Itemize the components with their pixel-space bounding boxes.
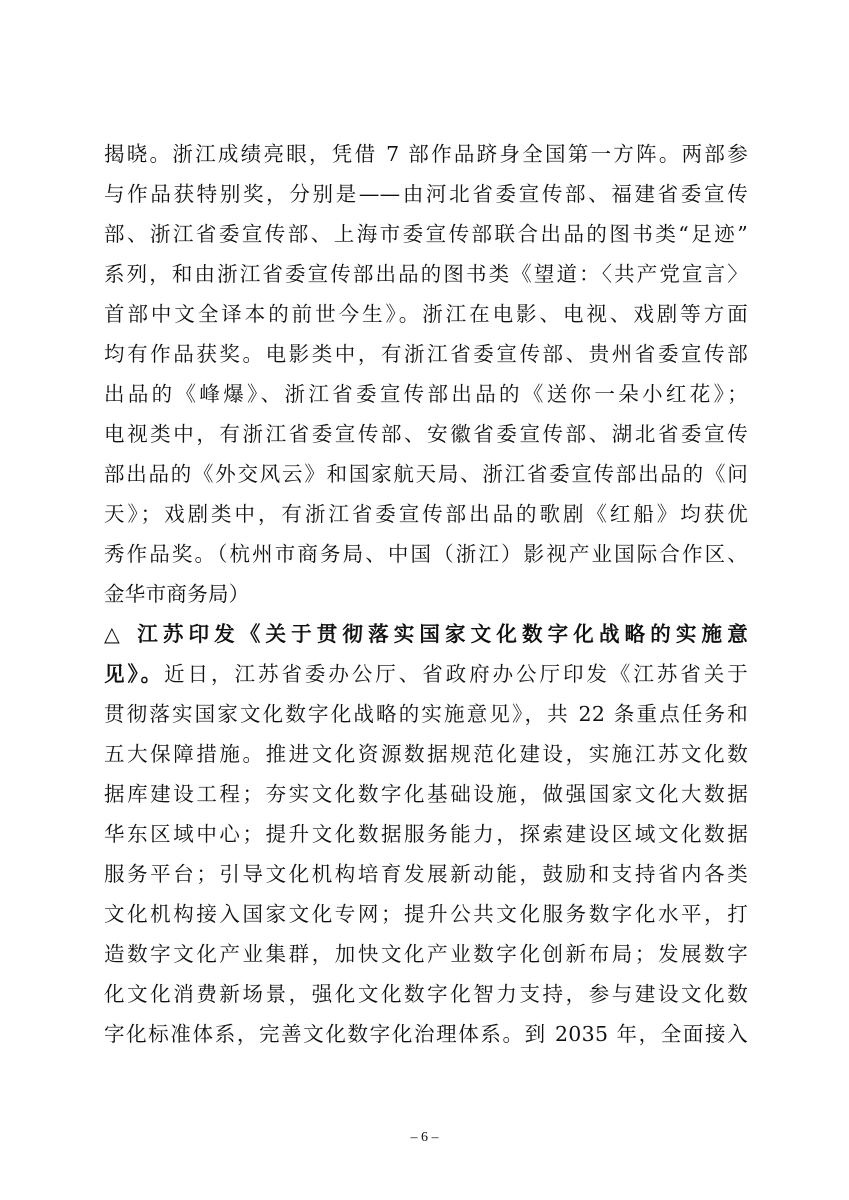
text-line [104, 654, 748, 694]
text-line: 字化标准体系，完善文化数字化治理体系。到 2035 年，全面接入 [104, 1022, 748, 1046]
text-line: 首部中文全译本的前世今生》。浙江在电影、电视、戏剧等方面 [104, 302, 748, 326]
text-line: 出品的《峰爆》、浙江省委宣传部出品的《送你一朵小红花》； [104, 382, 748, 406]
text-line: 金华市商务局） [104, 582, 250, 606]
text-line: 据库建设工程；夯实文化数字化基础设施，做强国家文化大数据 [104, 782, 748, 806]
text-line: 均有作品获奖。电影类中，有浙江省委宣传部、贵州省委宣传部 [104, 342, 748, 366]
text-line: 部、浙江省委宣传部、上海市委宣传部联合出品的图书类“足迹” [104, 222, 748, 246]
text-line: 秀作品奖。（杭州市商务局、中国（浙江）影视产业国际合作区、 [104, 542, 748, 566]
section-heading [104, 614, 748, 654]
text-line: 造数字文化产业集群，加快文化产业数字化创新布局；发展数字 [104, 942, 748, 966]
text-line: 五大保障措施。推进文化资源数据规范化建设，实施江苏文化数 [104, 742, 748, 766]
paragraph-jiangsu-digital-strategy [104, 614, 748, 1054]
text-line: 华东区域中心；提升文化数据服务能力，探索建设区域文化数据 [104, 822, 748, 846]
text-line: 贯彻落实国家文化数字化战略的实施意见》，共 22 条重点任务和 [104, 702, 748, 726]
text-line: 文化机构接入国家文化专网；提升公共文化服务数字化水平，打 [104, 902, 748, 926]
heading-text: △ 江苏印发《关于贯彻落实国家文化数字化战略的实施意 [104, 622, 748, 646]
text-line: 服务平台；引导文化机构培育发展新动能，鼓励和支持省内各类 [104, 862, 748, 886]
paragraph-zhejiang-awards [104, 134, 748, 614]
text-span: 近日，江苏省委办公厅、省政府办公厅印发《江苏省关于 [164, 662, 748, 686]
document-body [104, 134, 748, 1054]
text-line: 系列，和由浙江省委宣传部出品的图书类《望道：〈共产党宣言〉 [104, 262, 748, 286]
text-line: 化文化消费新场景，强化文化数字化智力支持，参与建设文化数 [104, 982, 748, 1006]
text-line: 与作品获特别奖，分别是——由河北省委宣传部、福建省委宣传 [104, 182, 748, 206]
text-line: 电视类中，有浙江省委宣传部、安徽省委宣传部、湖北省委宣传 [104, 422, 748, 446]
page-number: – 6 – [410, 1130, 439, 1145]
text-line: 天》；戏剧类中，有浙江省委宣传部出品的歌剧《红船》均获优 [104, 502, 748, 526]
text-line: 揭晓。浙江成绩亮眼，凭借 7 部作品跻身全国第一方阵。两部参 [104, 142, 748, 166]
heading-text-end: 见》。 [104, 662, 165, 686]
text-line: 部出品的《外交风云》和国家航天局、浙江省委宣传部出品的《问 [104, 462, 748, 486]
